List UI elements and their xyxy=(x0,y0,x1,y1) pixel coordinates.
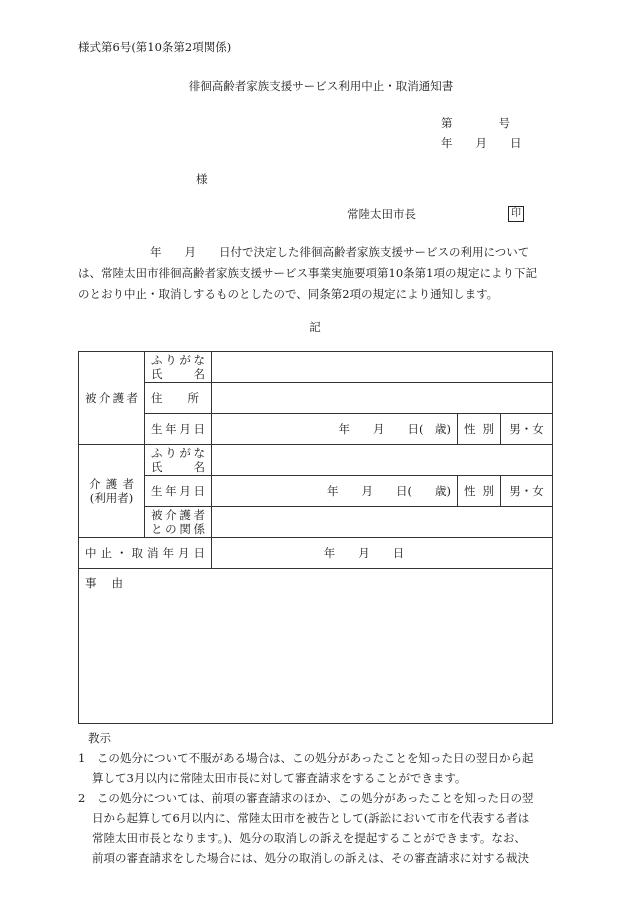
body-line-3: のとおり中止・取消しするものとしたので、同条第2項の規定により通知します。 xyxy=(78,287,499,301)
caregiver-label: 介護者 (利用者) xyxy=(79,445,145,538)
cared-furigana-row xyxy=(79,352,553,383)
issuer-name: 常陸太田市長 xyxy=(347,207,416,221)
cared-address-label: 住所 xyxy=(145,383,212,414)
stop-date-label: 中止・取消年月日 xyxy=(79,538,212,569)
instructions-heading: 教示 xyxy=(88,731,111,745)
seal-mark: 印 xyxy=(508,206,524,222)
cared-address-field[interactable] xyxy=(212,383,553,414)
form-number: 様式第6号(第10条第2項関係) xyxy=(78,40,232,54)
document-title: 徘徊高齢者家族支援サービス利用中止・取消通知書 xyxy=(188,79,454,93)
caregiver-birthdate-label: 生年月日 xyxy=(145,476,212,507)
cared-address-row xyxy=(79,383,553,414)
body-paragraph xyxy=(78,242,552,305)
caregiver-name-field[interactable] xyxy=(212,445,553,476)
cared-birthdate-row xyxy=(79,414,553,445)
cared-birthdate-field[interactable]: 年 月 日( 歳) xyxy=(212,414,458,445)
caregiver-furigana-row xyxy=(79,445,553,476)
relation-row xyxy=(79,507,553,538)
caregiver-birthdate-row xyxy=(79,476,553,507)
body-line-1: 年 月 日付で決定した徘徊高齢者家族支援サービスの利用について xyxy=(150,245,530,259)
cared-furigana-name-label: ふりがな 氏名 xyxy=(145,352,212,383)
cared-gender-label: 性別 xyxy=(458,414,501,445)
body-line-2: は、常陸太田市徘徊高齢者家族支援サービス事業実施要項第10条第1項の規定により下記 xyxy=(78,266,537,280)
instruction-item-2: 2 この処分については、前項の審査請求のほか、この処分があったことを知った日の翌 日から起算して6月以内に、常陸太田市を被告として(訴訟において市を代表する者は 常陸太田市長となります。)、処分の取消しの訴えを提起することができます。なお、 前項の審査請求をした場合には、処分の取消しの訴えは、その審査請求に対する裁決 xyxy=(78,791,534,865)
caregiver-gender-label: 性別 xyxy=(458,476,501,507)
caregiver-birthdate-field[interactable]: 年 月 日( 歳) xyxy=(212,476,458,507)
instruction-item-1: 1 この処分について不服がある場合は、この処分があったことを知った日の翌日から起 算して3月以内に常陸太田市長に対して審査請求をすることができます。 xyxy=(78,751,534,785)
instructions-section xyxy=(78,730,558,868)
cared-name-field[interactable] xyxy=(212,352,553,383)
relation-label: 被介護者 との関係 xyxy=(145,507,212,538)
stop-date-row xyxy=(79,538,553,569)
cared-gender-field[interactable]: 男・女 xyxy=(501,414,553,445)
reason-row xyxy=(79,569,553,724)
cared-person-label: 被介護者 xyxy=(79,352,145,445)
cared-birthdate-label: 生年月日 xyxy=(145,414,212,445)
ki-heading: 記 xyxy=(309,320,321,334)
stop-date-field[interactable]: 年 月 日 xyxy=(212,538,553,569)
caregiver-gender-field[interactable]: 男・女 xyxy=(501,476,553,507)
reason-label: 事由 xyxy=(85,576,123,590)
relation-field[interactable] xyxy=(212,507,553,538)
form-table xyxy=(78,351,553,724)
document-date: 年 月 日 xyxy=(441,136,522,150)
caregiver-furigana-name-label: ふりがな 氏名 xyxy=(145,445,212,476)
recipient-suffix: 様 xyxy=(196,172,208,186)
document-number: 第 号 xyxy=(441,116,510,130)
reason-field[interactable] xyxy=(79,569,553,724)
